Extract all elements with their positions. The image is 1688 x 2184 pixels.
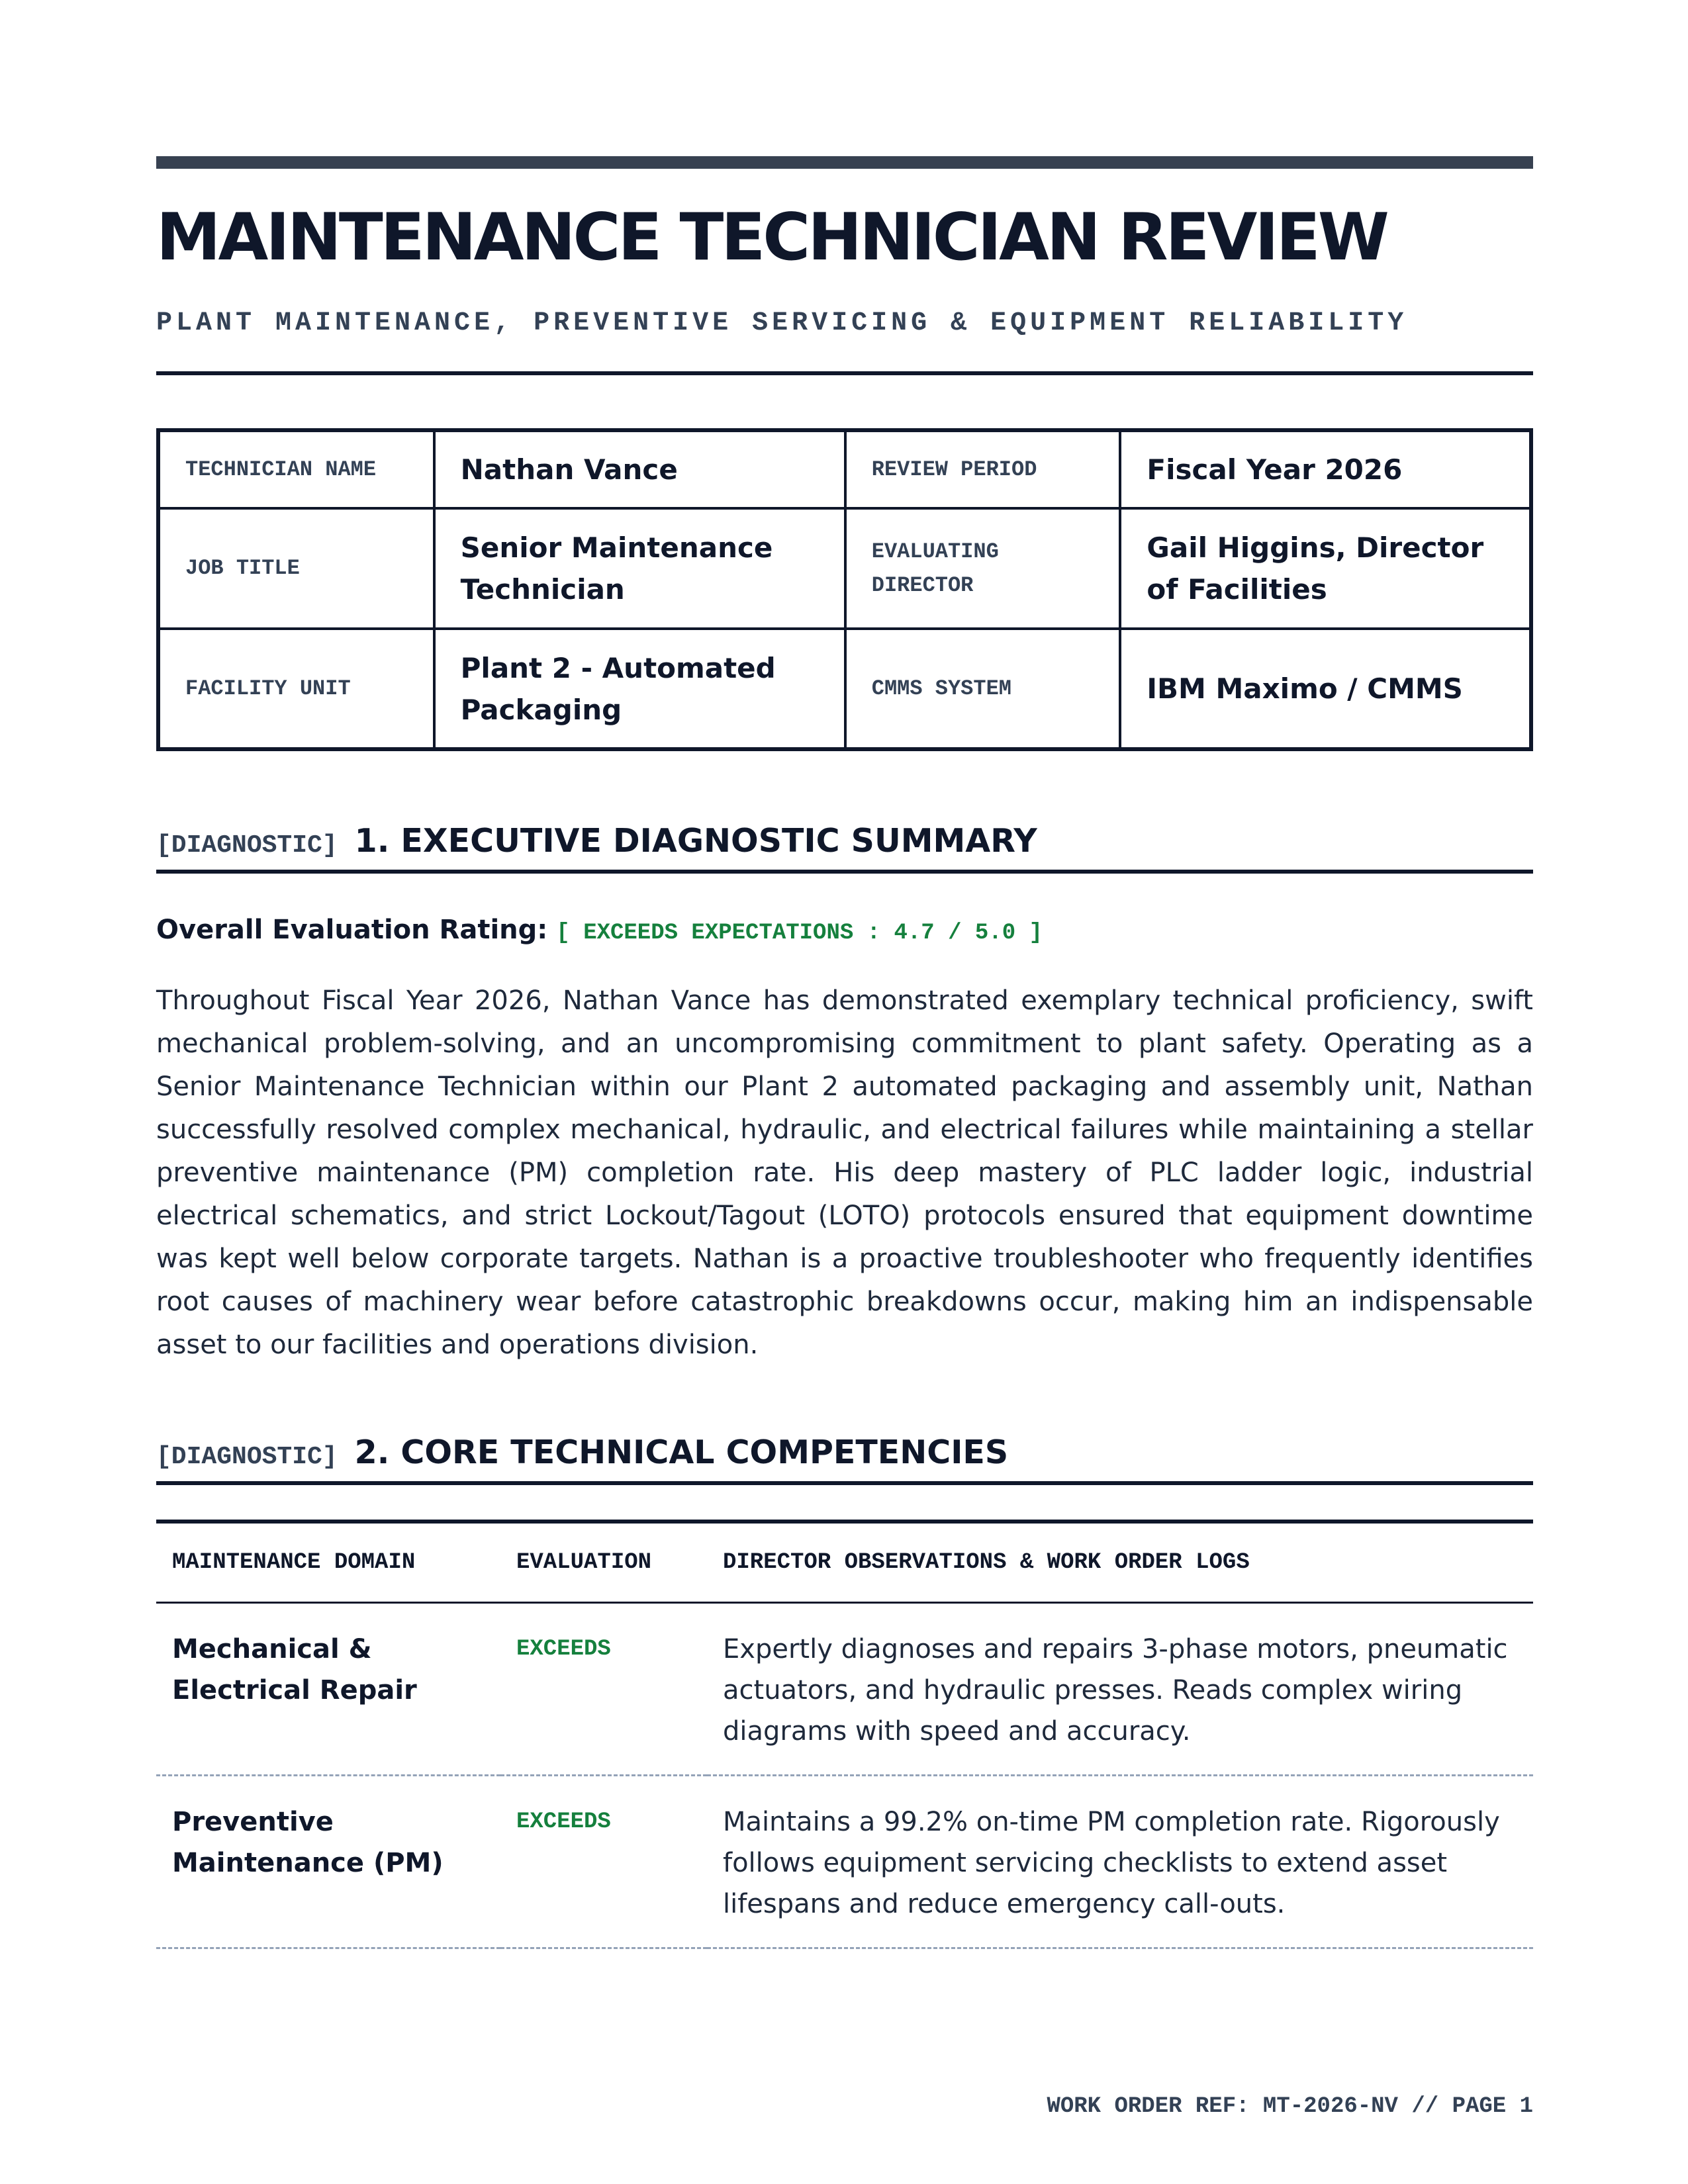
technician-name-value: Nathan Vance [434,430,845,508]
section-heading [156,822,1533,870]
overall-rating [156,915,1043,946]
review-period-value: Fiscal Year 2026 [1120,430,1531,508]
technician-name-label: TECHNICIAN NAME [158,430,434,508]
domain-cell: Mechanical & Electrical Repair [156,1603,500,1776]
observations-cell: Expertly diagnoses and repairs 3-phase motors, pneumatic actuators, and hydraulic presses. Reads complex wiring diagrams with speed and accuracy. [707,1603,1533,1776]
facility-unit-label: FACILITY UNIT [158,629,434,749]
section-title: 2. CORE TECHNICAL COMPETENCIES [354,1433,1009,1471]
evaluating-director-value: Gail Higgins, Director of Facilities [1120,508,1531,629]
domain-cell: Preventive Maintenance (PM) [156,1776,500,1948]
competencies-table [156,1520,1533,1949]
column-header-domain: MAINTENANCE DOMAIN [156,1522,500,1603]
executive-summary-text: Throughout Fiscal Year 2026, Nathan Vance has demonstrated exemplary technical proficiency, swift mechanical problem-solving, and an uncompromising commitment to plant safety. Operating as a Senior Maintenance Technician within our Plant 2 automated packaging and assembly unit, Nathan successfully resolved complex mechanical, hydraulic, and electrical failures while maintaining a stellar preventive maintenance (PM) completion rate. His deep mastery of PLC ladder logic, industrial electrical schematics, and strict Lockout/Tagout (LOTO) protocols ensured that equipment downtime was kept well below corporate targets. Nathan is a proactive troubleshooter who frequently identifies root causes of machinery wear before catastrophic breakdowns occur, making him an indispensable asset to our facilities and operations division. [156,985,1533,1360]
section-divider [156,1481,1533,1485]
rating-label: Overall Evaluation Rating: [156,915,548,945]
rating-value: [ EXCEEDS EXPECTATIONS : 4.7 / 5.0 ] [556,921,1043,946]
page-footer: WORK ORDER REF: MT-2026-NV // PAGE 1 [1047,2094,1533,2119]
job-title-value: Senior Maintenance Technician [434,508,845,629]
table-header-row [156,1522,1533,1603]
observations-cell: Maintains a 99.2% on-time PM completion rate. Rigorously follows equipment servicing checklists to extend asset lifespans and reduce emergency call-outs. [707,1776,1533,1948]
column-header-evaluation: EVALUATION [500,1522,707,1603]
document-subtitle: PLANT MAINTENANCE, PREVENTIVE SERVICING & EQUIPMENT RELIABILITY [156,308,1408,338]
section-title: 1. EXECUTIVE DIAGNOSTIC SUMMARY [354,822,1037,860]
document-title: MAINTENANCE TECHNICIAN REVIEW [156,200,1387,275]
column-header-observations: DIRECTOR OBSERVATIONS & WORK ORDER LOGS [707,1522,1533,1603]
section-core-competencies [156,1433,1533,1485]
review-info-grid [156,428,1533,751]
header-accent-bar [156,156,1533,169]
section-executive-summary [156,822,1533,874]
job-title-label: JOB TITLE [158,508,434,629]
facility-unit-value: Plant 2 - Automated Packaging [434,629,845,749]
evaluation-cell: EXCEEDS [500,1603,707,1776]
section-tag: [DIAGNOSTIC] [156,831,338,860]
review-period-label: REVIEW PERIOD [845,430,1121,508]
evaluating-director-label: EVALUATING DIRECTOR [845,508,1121,629]
section-divider [156,870,1533,874]
table-row [156,1776,1533,1948]
cmms-system-label: CMMS SYSTEM [845,629,1121,749]
section-heading [156,1433,1533,1481]
title-divider [156,371,1533,375]
evaluation-cell: EXCEEDS [500,1776,707,1948]
cmms-system-value: IBM Maximo / CMMS [1120,629,1531,749]
table-row [156,1603,1533,1776]
section-tag: [DIAGNOSTIC] [156,1443,338,1471]
